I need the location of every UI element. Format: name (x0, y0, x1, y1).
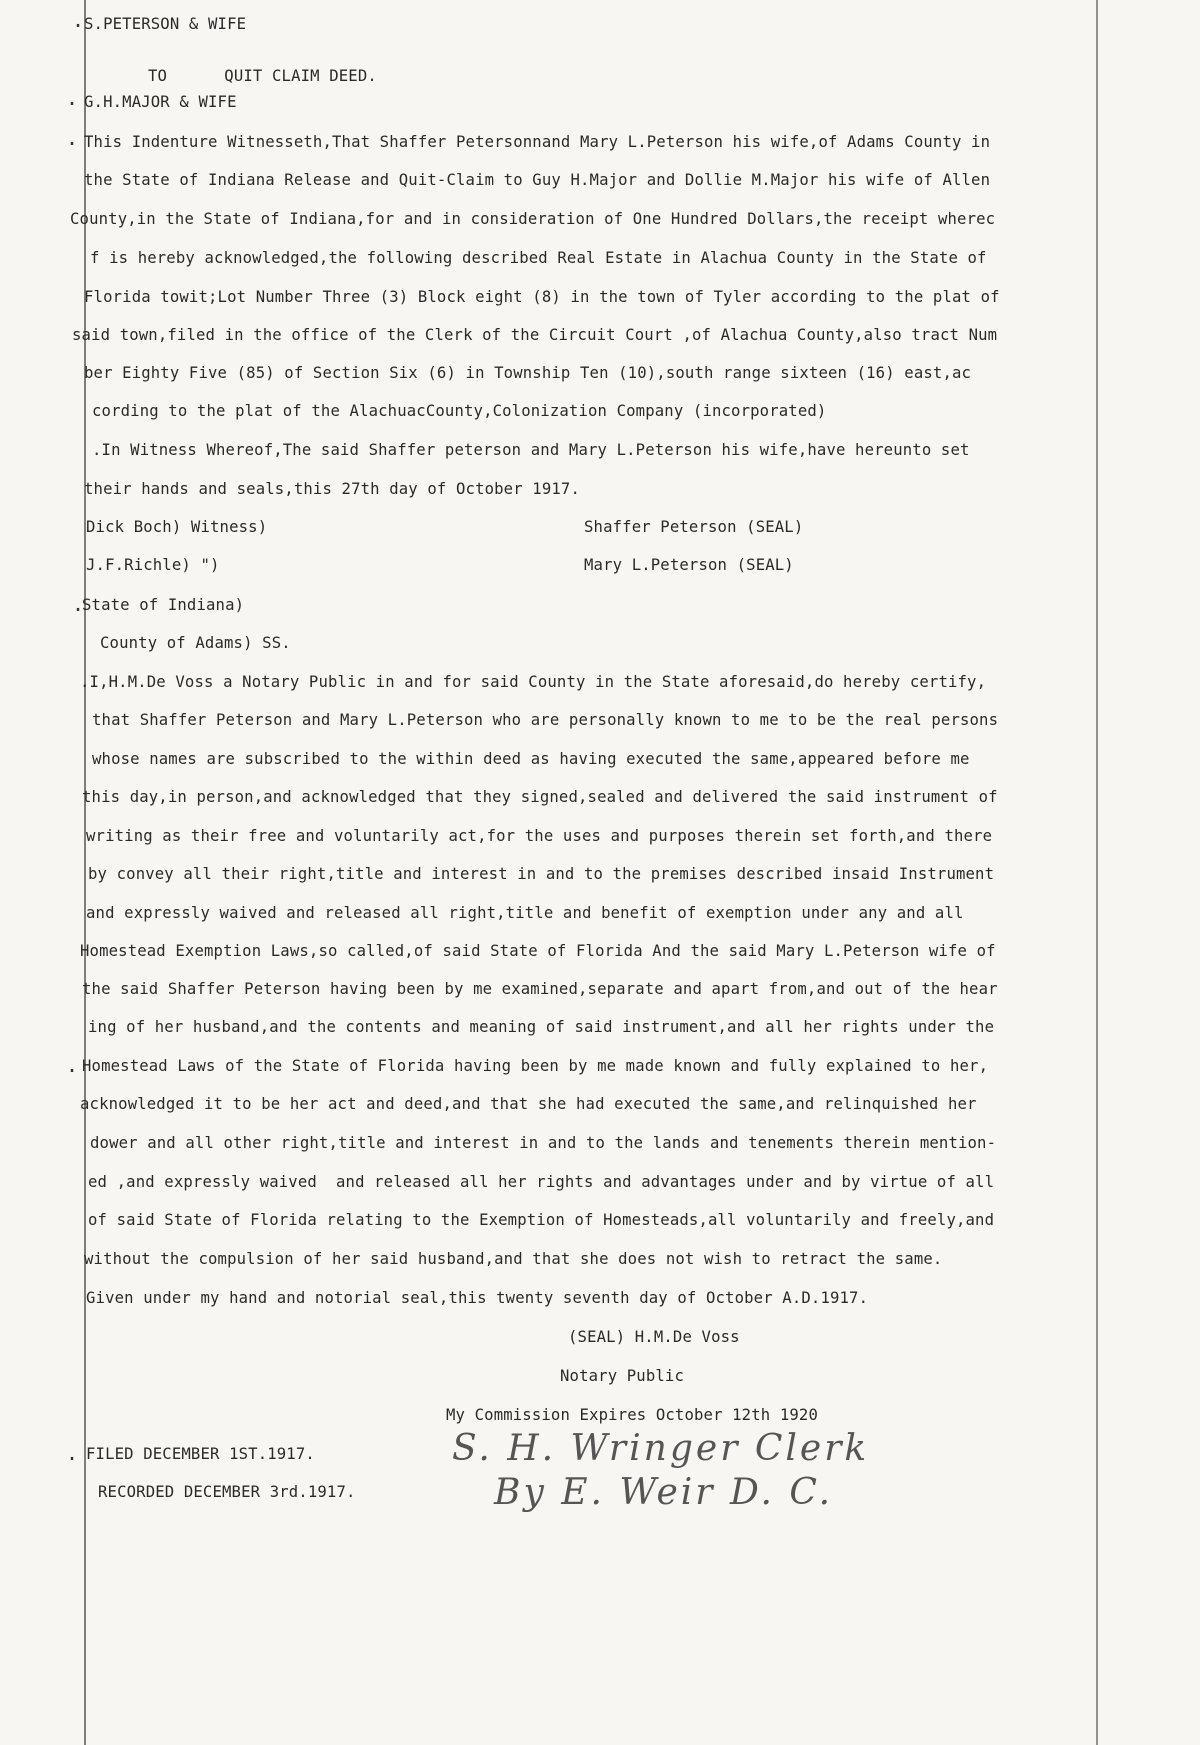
deed-line: the State of Indiana Release and Quit-Claim to Guy H.Major and Dollie M.Major his wife of Allen (84, 171, 991, 189)
left-margin-rule (84, 0, 86, 1745)
margin-dot: . (66, 86, 79, 110)
acknowledgment-line: Homestead Exemption Laws,so called,of said State of Florida And the said Mary L.Peterson wife of (80, 942, 996, 960)
acknowledgment-line: and expressly waived and released all right,title and benefit of exemption under any and all (86, 904, 964, 922)
acknowledgment-line: acknowledged it to be her act and deed,and that she had executed the same,and relinquished her (80, 1095, 977, 1113)
margin-dot: . (66, 1441, 79, 1465)
margin-dot: . (72, 8, 85, 32)
grantor-heading: S.PETERSON & WIFE (84, 15, 247, 33)
deed-line: County,in the State of Indiana,for and in consideration of One Hundred Dollars,the receipt wherec (70, 210, 996, 228)
margin-dot: . (66, 126, 79, 150)
right-page-edge (1096, 0, 1098, 1745)
margin-dot: . (72, 592, 85, 616)
acknowledgment-line: Given under my hand and notorial seal,this twenty seventh day of October A.D.1917. (86, 1289, 869, 1307)
deed-line: ber Eighty Five (85) of Section Six (6) in Township Ten (10),south range sixteen (16) east,ac (84, 364, 972, 382)
recorded-stamp: RECORDED DECEMBER 3rd.1917. (98, 1483, 356, 1501)
grantee-heading: G.H.MAJOR & WIFE (84, 93, 237, 111)
acknowledgment-line: Homestead Laws of the State of Florida having been by me made known and fully explained to her, (82, 1057, 989, 1075)
deed-line: This Indenture Witnesseth,That Shaffer Petersonnand Mary L.Peterson his wife,of Adams County in (84, 133, 991, 151)
venue-state: State of Indiana) (82, 596, 245, 614)
grantor-signature: Mary L.Peterson (SEAL) (584, 556, 794, 574)
notary-seal-line: (SEAL) H.M.De Voss (568, 1328, 740, 1346)
acknowledgment-line: that Shaffer Peterson and Mary L.Peterson who are personally known to me to be the real persons (92, 711, 999, 729)
witness-signature: Dick Boch) Witness) (86, 518, 268, 536)
deed-line: said town,filed in the office of the Clerk of the Circuit Court ,of Alachua County,also tract Num (72, 326, 998, 344)
acknowledgment-line: whose names are subscribed to the within deed as having executed the same,appeared before me (92, 750, 970, 768)
clerk-signature: S. H. Wringer Clerk (452, 1428, 870, 1469)
notary-commission: My Commission Expires October 12th 1920 (446, 1406, 818, 1424)
deed-line: .In Witness Whereof,The said Shaffer peterson and Mary L.Peterson his wife,have hereunto set (92, 441, 970, 459)
deed-line: f is hereby acknowledged,the following described Real Estate in Alachua County in the State of (90, 249, 987, 267)
filed-stamp: FILED DECEMBER 1ST.1917. (86, 1445, 315, 1463)
acknowledgment-line: .I,H.M.De Voss a Notary Public in and for said County in the State aforesaid,do hereby certify, (80, 673, 987, 691)
acknowledgment-line: the said Shaffer Peterson having been by me examined,separate and apart from,and out of the hear (82, 980, 998, 998)
acknowledgment-line: ed ,and expressly waived and released all her rights and advantages under and by virtue of all (88, 1173, 995, 1191)
venue-county: County of Adams) SS. (100, 634, 291, 652)
acknowledgment-line: without the compulsion of her said husband,and that she does not wish to retract the same. (84, 1250, 943, 1268)
witness-signature: J.F.Richle) ") (86, 556, 220, 574)
acknowledgment-line: dower and all other right,title and interest in and to the lands and tenements therein mention- (90, 1134, 997, 1152)
acknowledgment-line: of said State of Florida relating to the Exemption of Homesteads,all voluntarily and freely,and (88, 1211, 995, 1229)
acknowledgment-line: this day,in person,and acknowledged that they signed,sealed and delivered the said instrument of (82, 788, 998, 806)
deed-line: cording to the plat of the AlachuacCounty,Colonization Company (incorporated) (92, 402, 827, 420)
deed-line: Florida towit;Lot Number Three (3) Block eight (8) in the town of Tyler according to the plat of (84, 288, 1000, 306)
instrument-title: TO QUIT CLAIM DEED. (148, 67, 377, 85)
notary-title: Notary Public (560, 1367, 684, 1385)
deputy-clerk-signature: By E. Weir D. C. (494, 1472, 834, 1513)
grantor-signature: Shaffer Peterson (SEAL) (584, 518, 804, 536)
deed-line: their hands and seals,this 27th day of October 1917. (84, 480, 580, 498)
acknowledgment-line: by convey all their right,title and interest in and to the premises described insaid Instrument (88, 865, 995, 883)
acknowledgment-line: writing as their free and voluntarily act,for the uses and purposes therein set forth,and there (86, 827, 993, 845)
margin-dot: . (66, 1053, 79, 1077)
acknowledgment-line: ing of her husband,and the contents and meaning of said instrument,and all her rights under the (88, 1018, 995, 1036)
